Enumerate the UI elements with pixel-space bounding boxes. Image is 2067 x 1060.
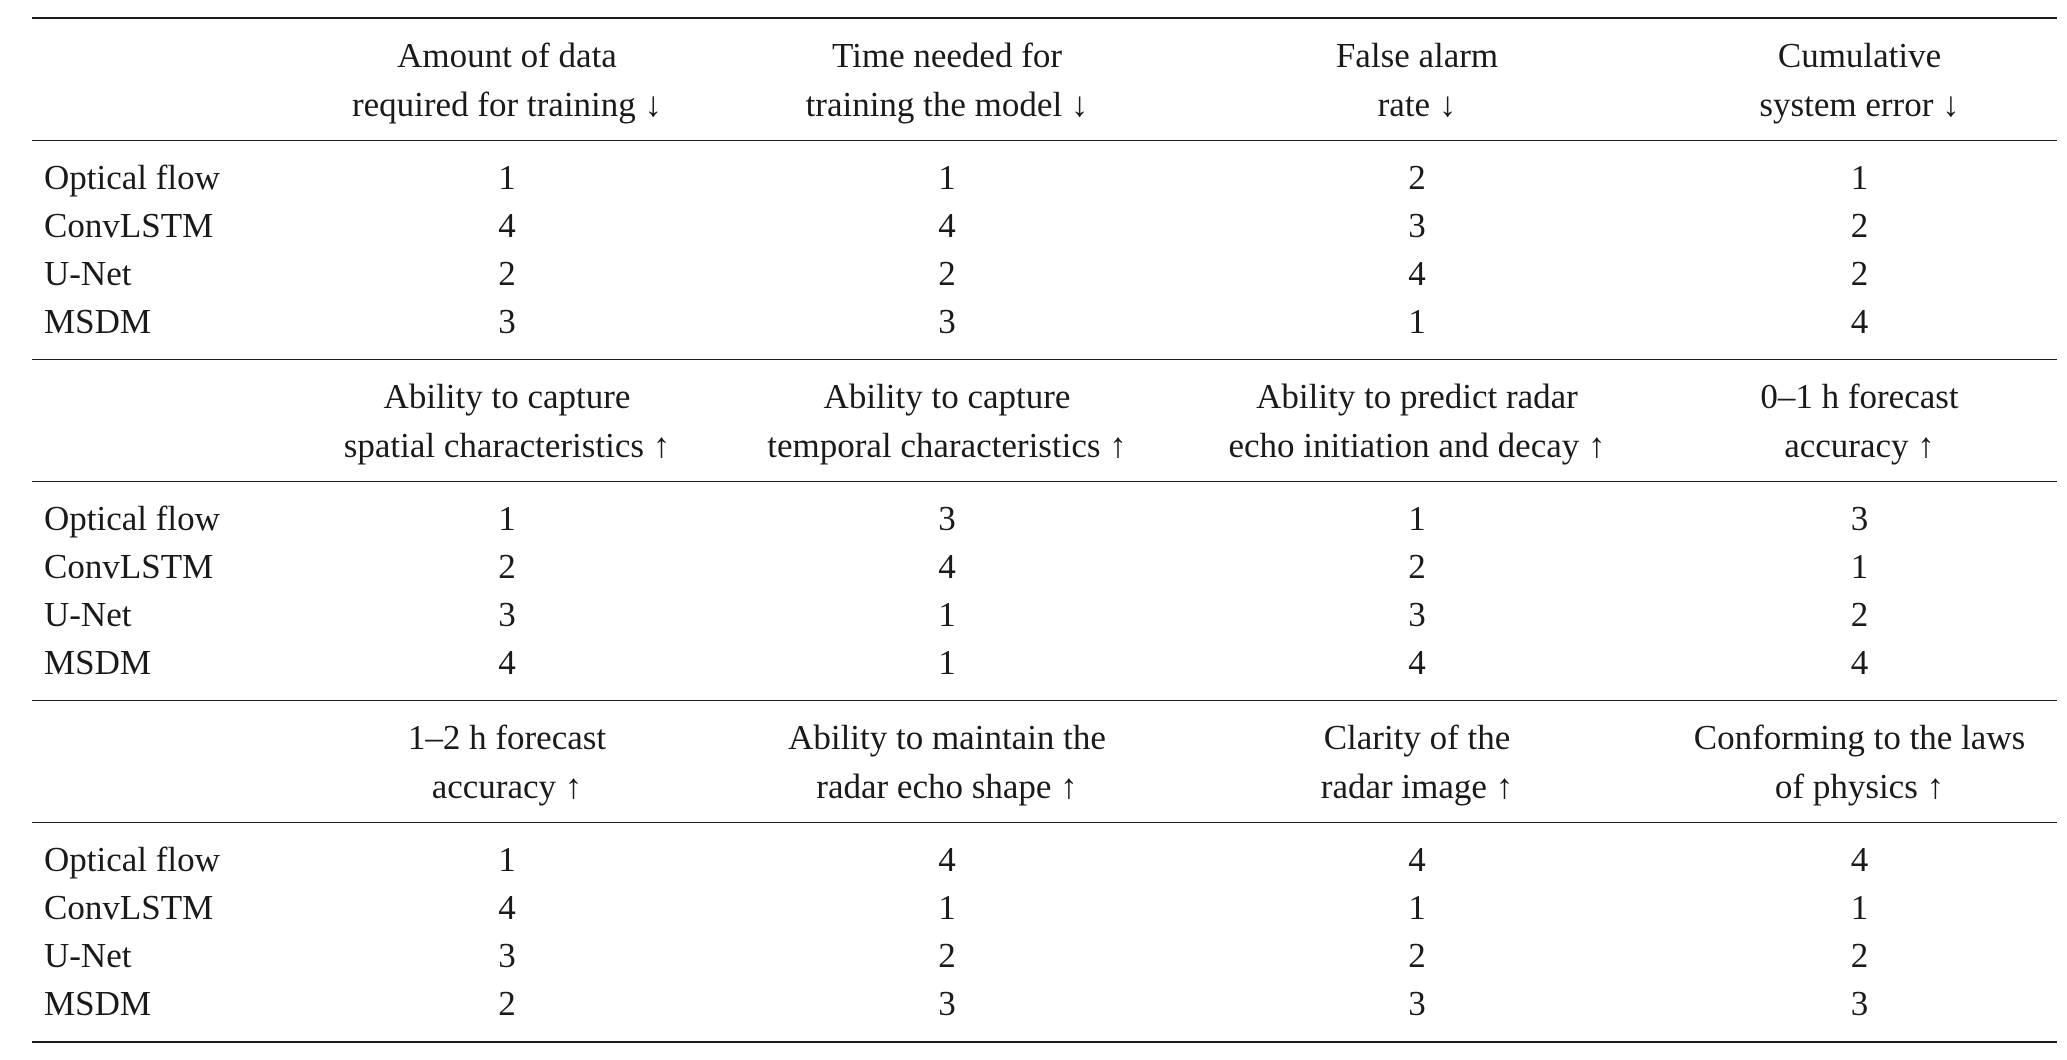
rank-value-cell: 1 — [1850, 158, 1869, 197]
method-name-cell: U-Net — [44, 595, 132, 634]
column-header-line: Ability to capture — [823, 376, 1071, 416]
method-name-cell: MSDM — [32, 639, 292, 701]
table-body — [32, 18, 2057, 1042]
column-header — [1662, 18, 2057, 141]
rank-value-cell: 2 — [1408, 547, 1426, 586]
rank-value-cell: 3 — [1662, 980, 2057, 1042]
column-header-line: 1–2 h forecast — [407, 717, 607, 757]
rank-value-cell: 4 — [1408, 840, 1426, 879]
column-header — [1172, 360, 1662, 482]
column-header-line: Amount of data — [397, 35, 617, 75]
rank-value-cell: 2 — [292, 980, 722, 1042]
rank-value-cell: 1 — [938, 595, 956, 634]
column-header-line: Time needed for — [831, 35, 1063, 75]
column-header-line: required for training ↓ — [351, 84, 663, 124]
method-name-cell: MSDM — [32, 980, 292, 1042]
method-name-cell: MSDM — [32, 298, 292, 360]
column-header-line: Conforming to the laws — [1693, 717, 2026, 757]
rank-value-cell: 4 — [938, 206, 956, 245]
table-row — [32, 482, 2057, 544]
rank-value-cell: 3 — [292, 298, 722, 360]
header-row — [32, 360, 2057, 482]
column-header-line: Ability to capture — [383, 376, 631, 416]
rank-value-cell: 4 — [938, 547, 956, 586]
rank-value-cell: 2 — [498, 254, 516, 293]
table-row — [32, 141, 2057, 203]
method-name-cell: Optical flow — [44, 840, 220, 879]
rank-value-cell: 1 — [938, 158, 956, 197]
table-row — [32, 823, 2057, 885]
rank-value-cell: 3 — [1408, 595, 1426, 634]
rank-value-cell: 1 — [1850, 547, 1869, 586]
column-header-line: rate ↓ — [1377, 84, 1457, 124]
column-header-line: False alarm — [1335, 35, 1499, 75]
rank-value-cell: 2 — [938, 254, 956, 293]
rank-value-cell: 1 — [1172, 298, 1662, 360]
rank-value-cell: 2 — [1850, 254, 1869, 293]
table-row — [32, 884, 2057, 932]
table-row — [32, 250, 2057, 298]
rank-value-cell: 3 — [1172, 980, 1662, 1042]
column-header — [1662, 360, 2057, 482]
method-name-cell: Optical flow — [44, 499, 220, 538]
method-name-cell: ConvLSTM — [44, 206, 214, 245]
column-header — [1172, 18, 1662, 141]
column-header — [1662, 701, 2057, 823]
table-row — [32, 591, 2057, 639]
column-header — [292, 360, 722, 482]
rank-value-cell: 3 — [498, 595, 516, 634]
column-header-line: radar image ↑ — [1320, 766, 1514, 806]
column-header-line: system error ↓ — [1759, 84, 1960, 124]
rank-value-cell: 1 — [498, 840, 516, 879]
column-header-line: accuracy ↑ — [1784, 425, 1935, 465]
rank-value-cell: 3 — [498, 936, 516, 975]
column-header-line: Clarity of the — [1323, 717, 1511, 757]
rank-value-cell: 4 — [498, 888, 516, 927]
rank-value-cell: 1 — [498, 158, 516, 197]
header-corner-cell — [32, 360, 292, 482]
method-name-cell: ConvLSTM — [44, 547, 214, 586]
table-row — [32, 932, 2057, 980]
rank-value-cell: 4 — [1662, 639, 2057, 701]
column-header-line: 0–1 h forecast — [1760, 376, 1959, 416]
method-name-cell: U-Net — [44, 254, 132, 293]
column-header — [1172, 701, 1662, 823]
rank-value-cell: 4 — [1172, 639, 1662, 701]
column-header-line: Cumulative — [1777, 35, 1942, 75]
column-header — [722, 360, 1172, 482]
rank-value-cell: 3 — [938, 499, 956, 538]
method-name-cell: Optical flow — [44, 158, 220, 197]
rank-value-cell: 2 — [1850, 206, 1869, 245]
rank-value-cell: 2 — [1408, 158, 1426, 197]
column-header — [722, 18, 1172, 141]
header-corner-cell — [32, 701, 292, 823]
rank-value-cell: 2 — [1850, 595, 1869, 634]
rank-value-cell: 4 — [498, 206, 516, 245]
rank-value-cell: 2 — [1408, 936, 1426, 975]
table-row — [32, 639, 2057, 701]
column-header — [292, 701, 722, 823]
rank-value-cell: 1 — [498, 499, 516, 538]
method-name-cell: U-Net — [44, 936, 132, 975]
column-header-line: radar echo shape ↑ — [816, 766, 1078, 806]
rank-value-cell: 1 — [722, 639, 1172, 701]
column-header — [722, 701, 1172, 823]
rank-value-cell: 2 — [498, 547, 516, 586]
header-corner-cell — [32, 18, 292, 141]
rank-value-cell: 4 — [1408, 254, 1426, 293]
table-row — [32, 980, 2057, 1042]
header-row — [32, 18, 2057, 141]
rank-value-cell: 1 — [938, 888, 956, 927]
rank-value-cell: 3 — [1408, 206, 1426, 245]
rank-value-cell: 3 — [722, 980, 1172, 1042]
header-row — [32, 701, 2057, 823]
rank-value-cell: 1 — [1850, 888, 1869, 927]
rank-value-cell: 2 — [1850, 936, 1869, 975]
column-header-line: spatial characteristics ↑ — [343, 425, 671, 465]
method-name-cell: ConvLSTM — [44, 888, 214, 927]
table-row — [32, 298, 2057, 360]
rank-value-cell: 4 — [938, 840, 956, 879]
column-header-line: Ability to predict radar — [1256, 376, 1578, 416]
column-header-line: training the model ↓ — [805, 84, 1089, 124]
column-header-line: echo initiation and decay ↑ — [1228, 425, 1606, 465]
rank-value-cell: 3 — [1850, 499, 1869, 538]
rank-value-cell: 4 — [1662, 298, 2057, 360]
table-row — [32, 543, 2057, 591]
column-header-line: Ability to maintain the — [788, 717, 1106, 757]
column-header-line: accuracy ↑ — [431, 766, 583, 806]
rank-value-cell: 4 — [1850, 840, 1869, 879]
rank-value-cell: 2 — [938, 936, 956, 975]
method-ranking-table — [32, 17, 2057, 1043]
table-row — [32, 202, 2057, 250]
rank-value-cell: 3 — [722, 298, 1172, 360]
rank-value-cell: 1 — [1408, 499, 1426, 538]
column-header-line: temporal characteristics ↑ — [767, 425, 1127, 465]
column-header-line: of physics ↑ — [1774, 766, 1945, 806]
rank-value-cell: 1 — [1408, 888, 1426, 927]
rank-value-cell: 4 — [292, 639, 722, 701]
column-header — [292, 18, 722, 141]
